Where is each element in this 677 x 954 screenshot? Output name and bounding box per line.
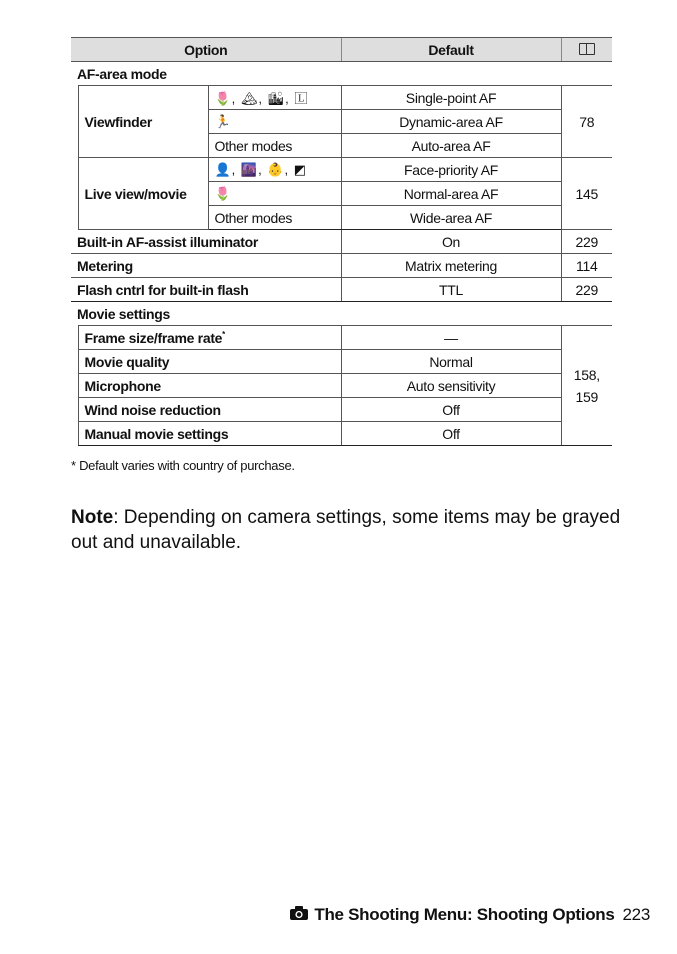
default-value: Normal <box>341 350 561 374</box>
table-row <box>71 398 612 422</box>
mode-icons: 🏃 <box>208 110 341 134</box>
section-title-af-area: AF-area mode <box>77 65 167 82</box>
mode-icons: 🌷 <box>208 182 341 206</box>
option-label: Wind noise reduction <box>78 398 341 422</box>
option-label: Built-in AF-assist illuminator <box>71 230 341 254</box>
table-row <box>71 86 612 110</box>
page-ref: 158, 159 <box>561 326 612 446</box>
page-number: 223 <box>622 905 650 924</box>
option-label: Metering <box>71 254 341 278</box>
default-value: Auto sensitivity <box>341 374 561 398</box>
option-label: Movie quality <box>78 350 341 374</box>
default-value: Single-point AF <box>341 86 561 110</box>
default-value: Wide-area AF <box>341 206 561 230</box>
option-label: Microphone <box>78 374 341 398</box>
page-ref: 145 <box>561 158 612 230</box>
footnote: * Default varies with country of purchase. <box>71 458 295 473</box>
page-ref: 229 <box>561 278 612 302</box>
section-title-movie: Movie settings <box>77 305 171 322</box>
option-label: Flash cntrl for built-in flash <box>71 278 341 302</box>
page-footer <box>289 905 650 925</box>
table-row <box>71 374 612 398</box>
mode-icons: 👤, 🌆, 👶, ◩ <box>208 158 341 182</box>
table-row <box>71 422 612 446</box>
section-row-movie <box>71 302 612 326</box>
page-ref: 78 <box>561 86 612 158</box>
note-text: : Depending on camera settings, some items may be grayed out and unavailable. <box>71 507 621 553</box>
page-ref: 114 <box>561 254 612 278</box>
book-icon <box>579 43 595 55</box>
mode-icons: 🌷, 🏔, 🏙, 🄻 <box>208 86 341 110</box>
default-value: Off <box>341 398 561 422</box>
header-option: Option <box>71 38 341 62</box>
default-value: Face-priority AF <box>341 158 561 182</box>
note-label: Note <box>71 507 114 528</box>
page-ref: 229 <box>561 230 612 254</box>
table-row <box>71 278 612 302</box>
option-label: Frame size/frame rate* <box>78 326 341 350</box>
mode-text: Other modes <box>208 206 341 230</box>
viewfinder-label: Viewfinder <box>78 86 208 158</box>
table-header-row <box>71 38 612 62</box>
default-value: TTL <box>341 278 561 302</box>
default-value: On <box>341 230 561 254</box>
default-value: Matrix metering <box>341 254 561 278</box>
table-row <box>71 254 612 278</box>
option-label: Manual movie settings <box>78 422 341 446</box>
table-row <box>71 158 612 182</box>
note-paragraph <box>71 505 631 555</box>
default-value: Off <box>341 422 561 446</box>
table-row <box>71 326 612 350</box>
default-value: Auto-area AF <box>341 134 561 158</box>
footer-title: The Shooting Menu: Shooting Options <box>314 905 615 924</box>
footnote-marker: * <box>222 329 225 339</box>
liveview-label: Live view/movie <box>78 158 208 230</box>
table-row <box>71 350 612 374</box>
defaults-table <box>71 37 612 446</box>
table-row <box>71 230 612 254</box>
default-value: Normal-area AF <box>341 182 561 206</box>
camera-icon <box>289 905 309 925</box>
default-value: Dynamic-area AF <box>341 110 561 134</box>
header-page <box>561 38 612 62</box>
header-default: Default <box>341 38 561 62</box>
mode-text: Other modes <box>208 134 341 158</box>
default-value: — <box>341 326 561 350</box>
section-row-af-area <box>71 62 612 86</box>
